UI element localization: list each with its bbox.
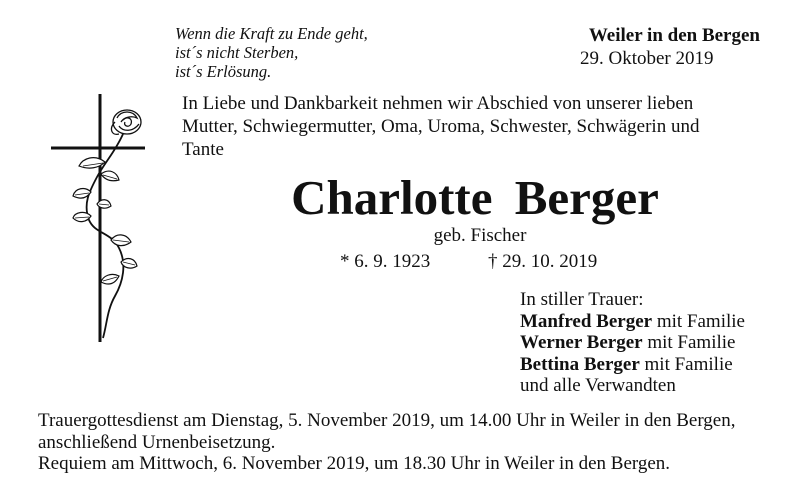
mourners-intro: In stiller Trauer: [520, 289, 644, 310]
mourner-name: Bettina Berger [520, 353, 640, 375]
mourner-entry [520, 311, 790, 333]
intro-line: Tante [182, 139, 224, 160]
service-line: Trauergottesdienst am Dienstag, 5. November 2019, um 14.00 Uhr in Weiler in den Bergen, [38, 410, 736, 431]
mourner-entry [520, 332, 790, 354]
mourner-name: Manfred Berger [520, 310, 653, 332]
mourner-suffix: mit Familie [652, 310, 745, 332]
mourner-suffix: mit Familie [642, 332, 736, 353]
birth-date: * 6. 9. 1923 [340, 251, 431, 272]
service-info [38, 410, 788, 475]
mourner-suffix: mit Familie [639, 353, 733, 375]
mourners-block [520, 289, 790, 397]
poem-line: Wenn die Kraft zu Ende geht, [175, 24, 368, 43]
notice-date: 29. Oktober 2019 [580, 48, 714, 69]
service-line: Requiem am Mittwoch, 6. November 2019, um 18.30 Uhr in Weiler in den Bergen. [38, 453, 671, 474]
death-date: † 29. 10. 2019 [488, 251, 598, 272]
intro-line: Mutter, Schwiegermutter, Oma, Uroma, Schwester, Schwägerin und [182, 116, 700, 137]
poem [175, 24, 475, 81]
poem-line: ist´s nicht Sterben, [175, 43, 299, 62]
mourners-closing: und alle Verwandten [520, 375, 676, 396]
intro-line: In Liebe und Dankbarkeit nehmen wir Abschied von unserer lieben [182, 93, 694, 114]
mourner-entry [520, 354, 790, 376]
service-line: anschließend Urnenbeisetzung. [38, 431, 276, 453]
place-date-block [560, 24, 760, 70]
poem-line: ist´s Erlösung. [175, 62, 272, 81]
birth-name: geb. Fischer [433, 225, 527, 246]
place-name: Weiler in den Bergen [588, 25, 760, 46]
deceased-name: Charlotte Berger [291, 170, 659, 225]
intro-text [182, 92, 782, 161]
cross-with-rose-icon [45, 92, 155, 344]
mourner-name: Werner Berger [520, 332, 643, 353]
